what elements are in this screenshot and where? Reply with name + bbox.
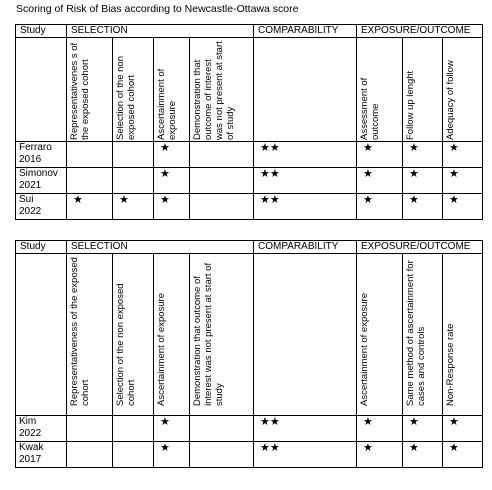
subheader-text: Ascertainment of exposure xyxy=(156,292,167,406)
header-study: Study xyxy=(16,241,67,254)
subheader-text: Assessment of outcome xyxy=(359,77,381,140)
score-cell xyxy=(190,142,254,168)
subheader-text: Adequacy of follow xyxy=(445,60,456,140)
subheader-text: Representativeness of the exposed cohort xyxy=(69,257,91,406)
score-cell: ★★ xyxy=(254,194,357,220)
score-cell: ★ xyxy=(403,194,443,220)
score-cell: ★ xyxy=(403,416,443,442)
score-cell: ★ xyxy=(357,168,403,194)
header-exposure-outcome: EXPOSURE/OUTCOME xyxy=(357,241,483,254)
page-title: Scoring of Risk of Bias according to Newcastle-Ottawa score xyxy=(16,3,299,15)
subheader-assessment-outcome xyxy=(357,38,403,142)
score-cell: ★ xyxy=(154,194,190,220)
table-row xyxy=(16,442,483,468)
study-name: Kwak 2017 xyxy=(16,442,67,468)
score-cell: ★ xyxy=(357,442,403,468)
subheader-text: Selection of the non exposed cohort xyxy=(115,56,137,140)
subheader-selection-non-exposed xyxy=(113,254,154,416)
header-study: Study xyxy=(16,25,67,38)
score-cell: ★ xyxy=(357,194,403,220)
table-row xyxy=(16,142,483,168)
header-exposure-outcome: EXPOSURE/OUTCOME xyxy=(357,25,483,38)
score-cell: ★ xyxy=(67,194,113,220)
score-cell xyxy=(113,168,154,194)
table-row xyxy=(16,194,483,220)
score-cell xyxy=(113,442,154,468)
score-cell: ★★ xyxy=(254,416,357,442)
score-cell: ★★ xyxy=(254,142,357,168)
subheader-text: Demonstration that outcome of interest was not present at start of study xyxy=(192,262,225,406)
score-cell: ★ xyxy=(113,194,154,220)
subheader-representativeness xyxy=(67,254,113,416)
subheader-blank-study xyxy=(16,38,67,142)
subheader-text: Non-Response rate xyxy=(445,323,456,406)
study-name: Kim 2022 xyxy=(16,416,67,442)
score-cell: ★ xyxy=(154,142,190,168)
subheader-adequacy-follow xyxy=(443,38,483,142)
score-cell: ★ xyxy=(357,142,403,168)
subheader-comparability xyxy=(254,38,357,142)
score-cell xyxy=(67,442,113,468)
score-cell xyxy=(67,168,113,194)
subheader-ascertainment xyxy=(154,38,190,142)
score-cell: ★★ xyxy=(254,168,357,194)
score-cell xyxy=(67,416,113,442)
subheader-text: Follow up lenght xyxy=(405,70,416,140)
score-cell xyxy=(190,194,254,220)
subheader-text: Selection of the non exposed cohort xyxy=(115,283,137,406)
subheader-follow-up-length xyxy=(403,38,443,142)
subheader-text: Ascertainment of exposure xyxy=(156,68,178,140)
score-cell xyxy=(113,142,154,168)
subheader-text: Ascertainment of exposure xyxy=(359,292,370,406)
header-comparability: COMPARABILITY xyxy=(254,241,357,254)
score-cell: ★ xyxy=(443,142,483,168)
subheader-text: Demonstration that outcome of interest was not present at start of study xyxy=(192,41,236,140)
table-row xyxy=(16,168,483,194)
header-selection: SELECTION xyxy=(67,25,254,38)
score-cell: ★ xyxy=(443,442,483,468)
score-cell: ★ xyxy=(443,168,483,194)
score-cell xyxy=(190,416,254,442)
subheader-representativeness xyxy=(67,38,113,142)
header-comparability: COMPARABILITY xyxy=(254,25,357,38)
subheader-comparability xyxy=(254,254,357,416)
nos-table-2 xyxy=(15,240,483,468)
subheader-ascertainment xyxy=(154,254,190,416)
score-cell: ★ xyxy=(443,416,483,442)
table-row xyxy=(16,416,483,442)
subheader-demonstration xyxy=(190,38,254,142)
study-name: Sui 2022 xyxy=(16,194,67,220)
score-cell: ★ xyxy=(403,168,443,194)
subheader-same-method xyxy=(403,254,443,416)
subheader-text: Same method of ascertainment for cases and controls xyxy=(405,260,427,406)
score-cell xyxy=(113,416,154,442)
subheader-text: Representativenes s of the exposed cohort xyxy=(69,42,91,140)
score-cell: ★ xyxy=(154,416,190,442)
score-cell: ★ xyxy=(357,416,403,442)
header-selection: SELECTION xyxy=(67,241,254,254)
subheader-blank-study xyxy=(16,254,67,416)
score-cell xyxy=(190,168,254,194)
subheader-selection-non-exposed xyxy=(113,38,154,142)
nos-table-1 xyxy=(15,24,483,220)
score-cell: ★ xyxy=(403,442,443,468)
score-cell: ★ xyxy=(154,168,190,194)
score-cell xyxy=(190,442,254,468)
score-cell: ★ xyxy=(154,442,190,468)
subheader-ascertainment-exposure xyxy=(357,254,403,416)
subheader-non-response xyxy=(443,254,483,416)
score-cell: ★★ xyxy=(254,442,357,468)
study-name: Simonov 2021 xyxy=(16,168,67,194)
subheader-demonstration xyxy=(190,254,254,416)
study-name: Ferraro 2016 xyxy=(16,142,67,168)
score-cell: ★ xyxy=(443,194,483,220)
score-cell xyxy=(67,142,113,168)
score-cell: ★ xyxy=(403,142,443,168)
